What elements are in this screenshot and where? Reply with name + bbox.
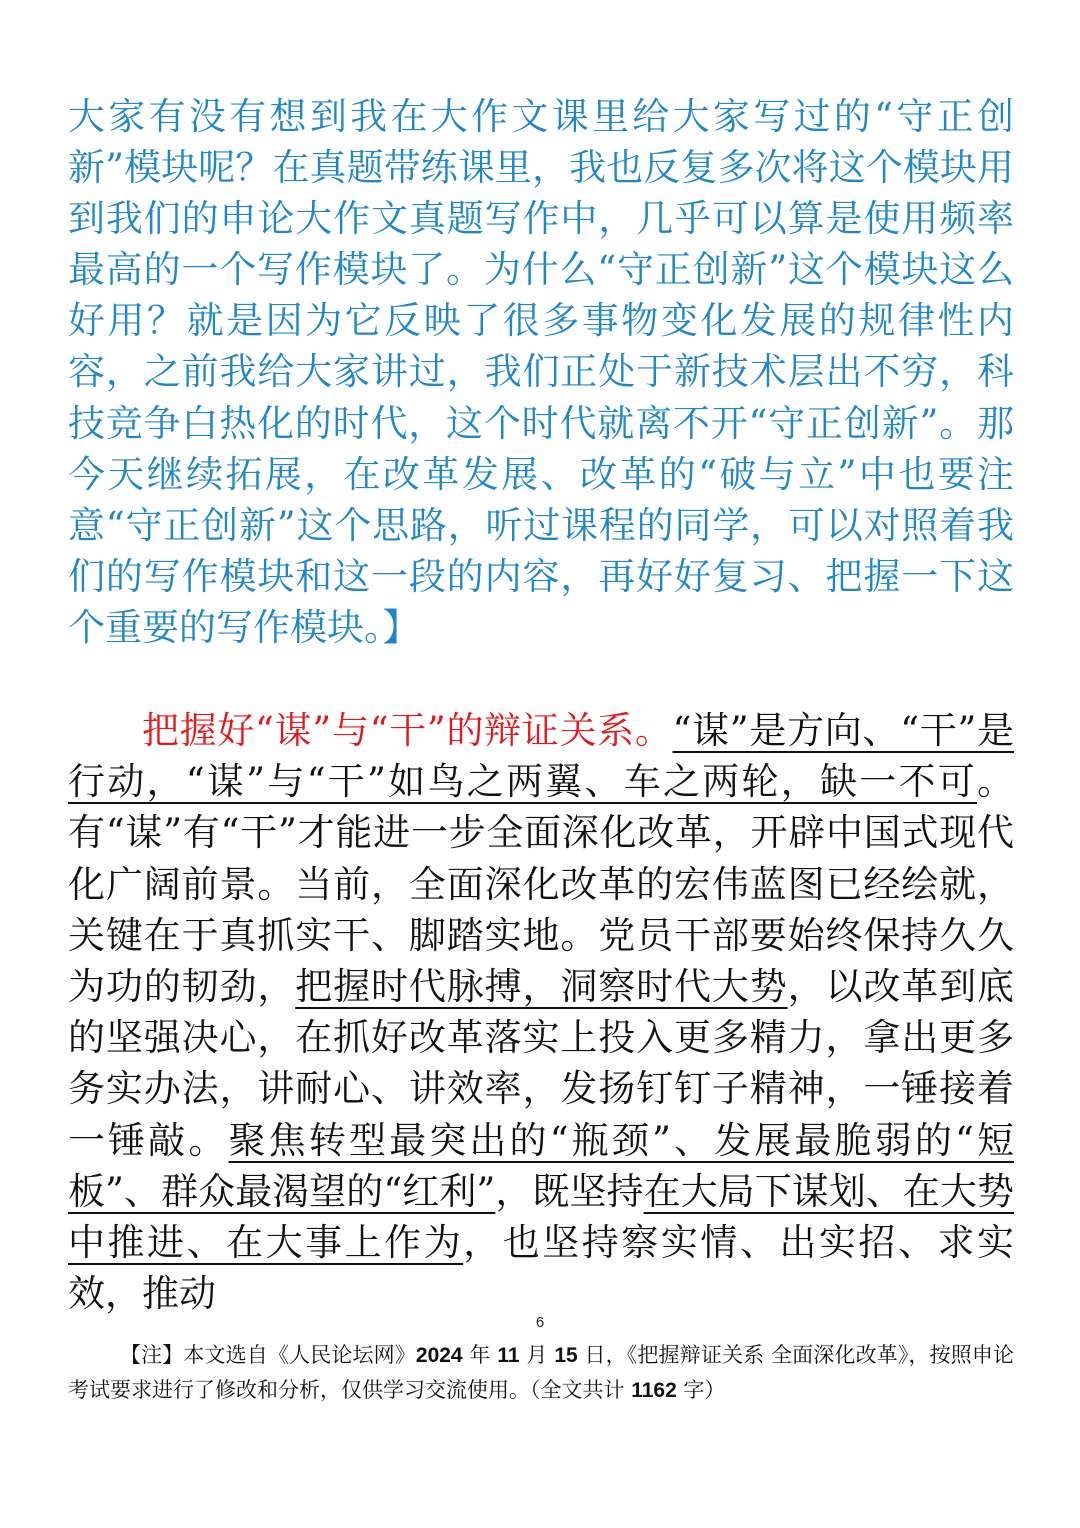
note-text-4: 日，《把握辩证关系 全面深化改革》，按照申论考试要求进行了修改和分析，仅供学习交流使用。（全文共计	[68, 1343, 1015, 1402]
underlined-phrase-1: “谋”是方向、“干”是行动，“谋”与“干”如鸟之两翼、车之两轮，缺一不可	[68, 709, 1014, 804]
note-month: 11	[497, 1344, 520, 1367]
note-text-3: 月	[519, 1343, 555, 1367]
underlined-phrase-2: 把握时代脉搏，洞察时代大势	[295, 965, 788, 1009]
underlined-phrase-4: 在大局下谋划、在大势中推进、在大事上作为	[68, 1169, 1015, 1265]
note-text-5: 字）	[676, 1378, 726, 1402]
body-text-2: ，以改革到底的坚强决心，在抓好改革落实上投入更多精力，拿出更多务实办法，讲耐心、讲效率，发扬钉钉子精神，一锤接着一锤敲。	[68, 965, 1014, 1162]
body-text-1: 。有“谋”有“干”才能进一步全面深化改革，开辟中国式现代化广阔前景。当前，全面深化改革的宏伟蓝图已经绘就，关键在于真抓实干、脚踏实地。党员干部要始终保持久久为功的韧劲，	[68, 760, 1014, 1009]
source-note	[68, 1338, 1014, 1408]
page-number: 6	[535, 1314, 545, 1331]
body-text-3: ，既坚持	[495, 1169, 644, 1213]
section-heading: 把握好“谋”与“干”的辩证关系。	[142, 709, 673, 752]
note-text-1: 【注】本文选自《人民论坛网》	[120, 1343, 416, 1367]
body-text-4: ，也坚持察实情、出实招、求实效，推动	[68, 1221, 1015, 1316]
note-day: 15	[554, 1344, 578, 1367]
note-text-2: 年	[462, 1343, 498, 1367]
commentary-paragraph: 大家有没有想到我在大作文课里给大家写过的“守正创新”模块呢？在真题带练课里，我也反复多次将这个模块用到我们的申论大作文真题写作中，几乎可以算是使用频率最高的一个写作模块了。为什么“守正创新”这个模块这么好用？就是因为它反映了很多事物变化发展的规律性内容，之前我给大家讲过，我们正处于新技术层出不穷，科技竞争白热化的时代，这个时代就离不开“守正创新”。那今天继续拓展，在改革发展、改革的“破与立”中也要注意“守正创新”这个思路，听过课程的同学，可以对照着我们的写作模块和这一段的内容，再好好复习、把握一下这个重要的写作模块。】	[68, 95, 1014, 649]
note-word-count: 1162	[631, 1379, 677, 1402]
article-paragraph	[68, 705, 1014, 1319]
note-year: 2024	[415, 1344, 463, 1367]
underlined-phrase-3: 聚焦转型最突出的“瓶颈”、发展最脆弱的“短板”、群众最渴望的“红利”	[68, 1118, 1015, 1213]
